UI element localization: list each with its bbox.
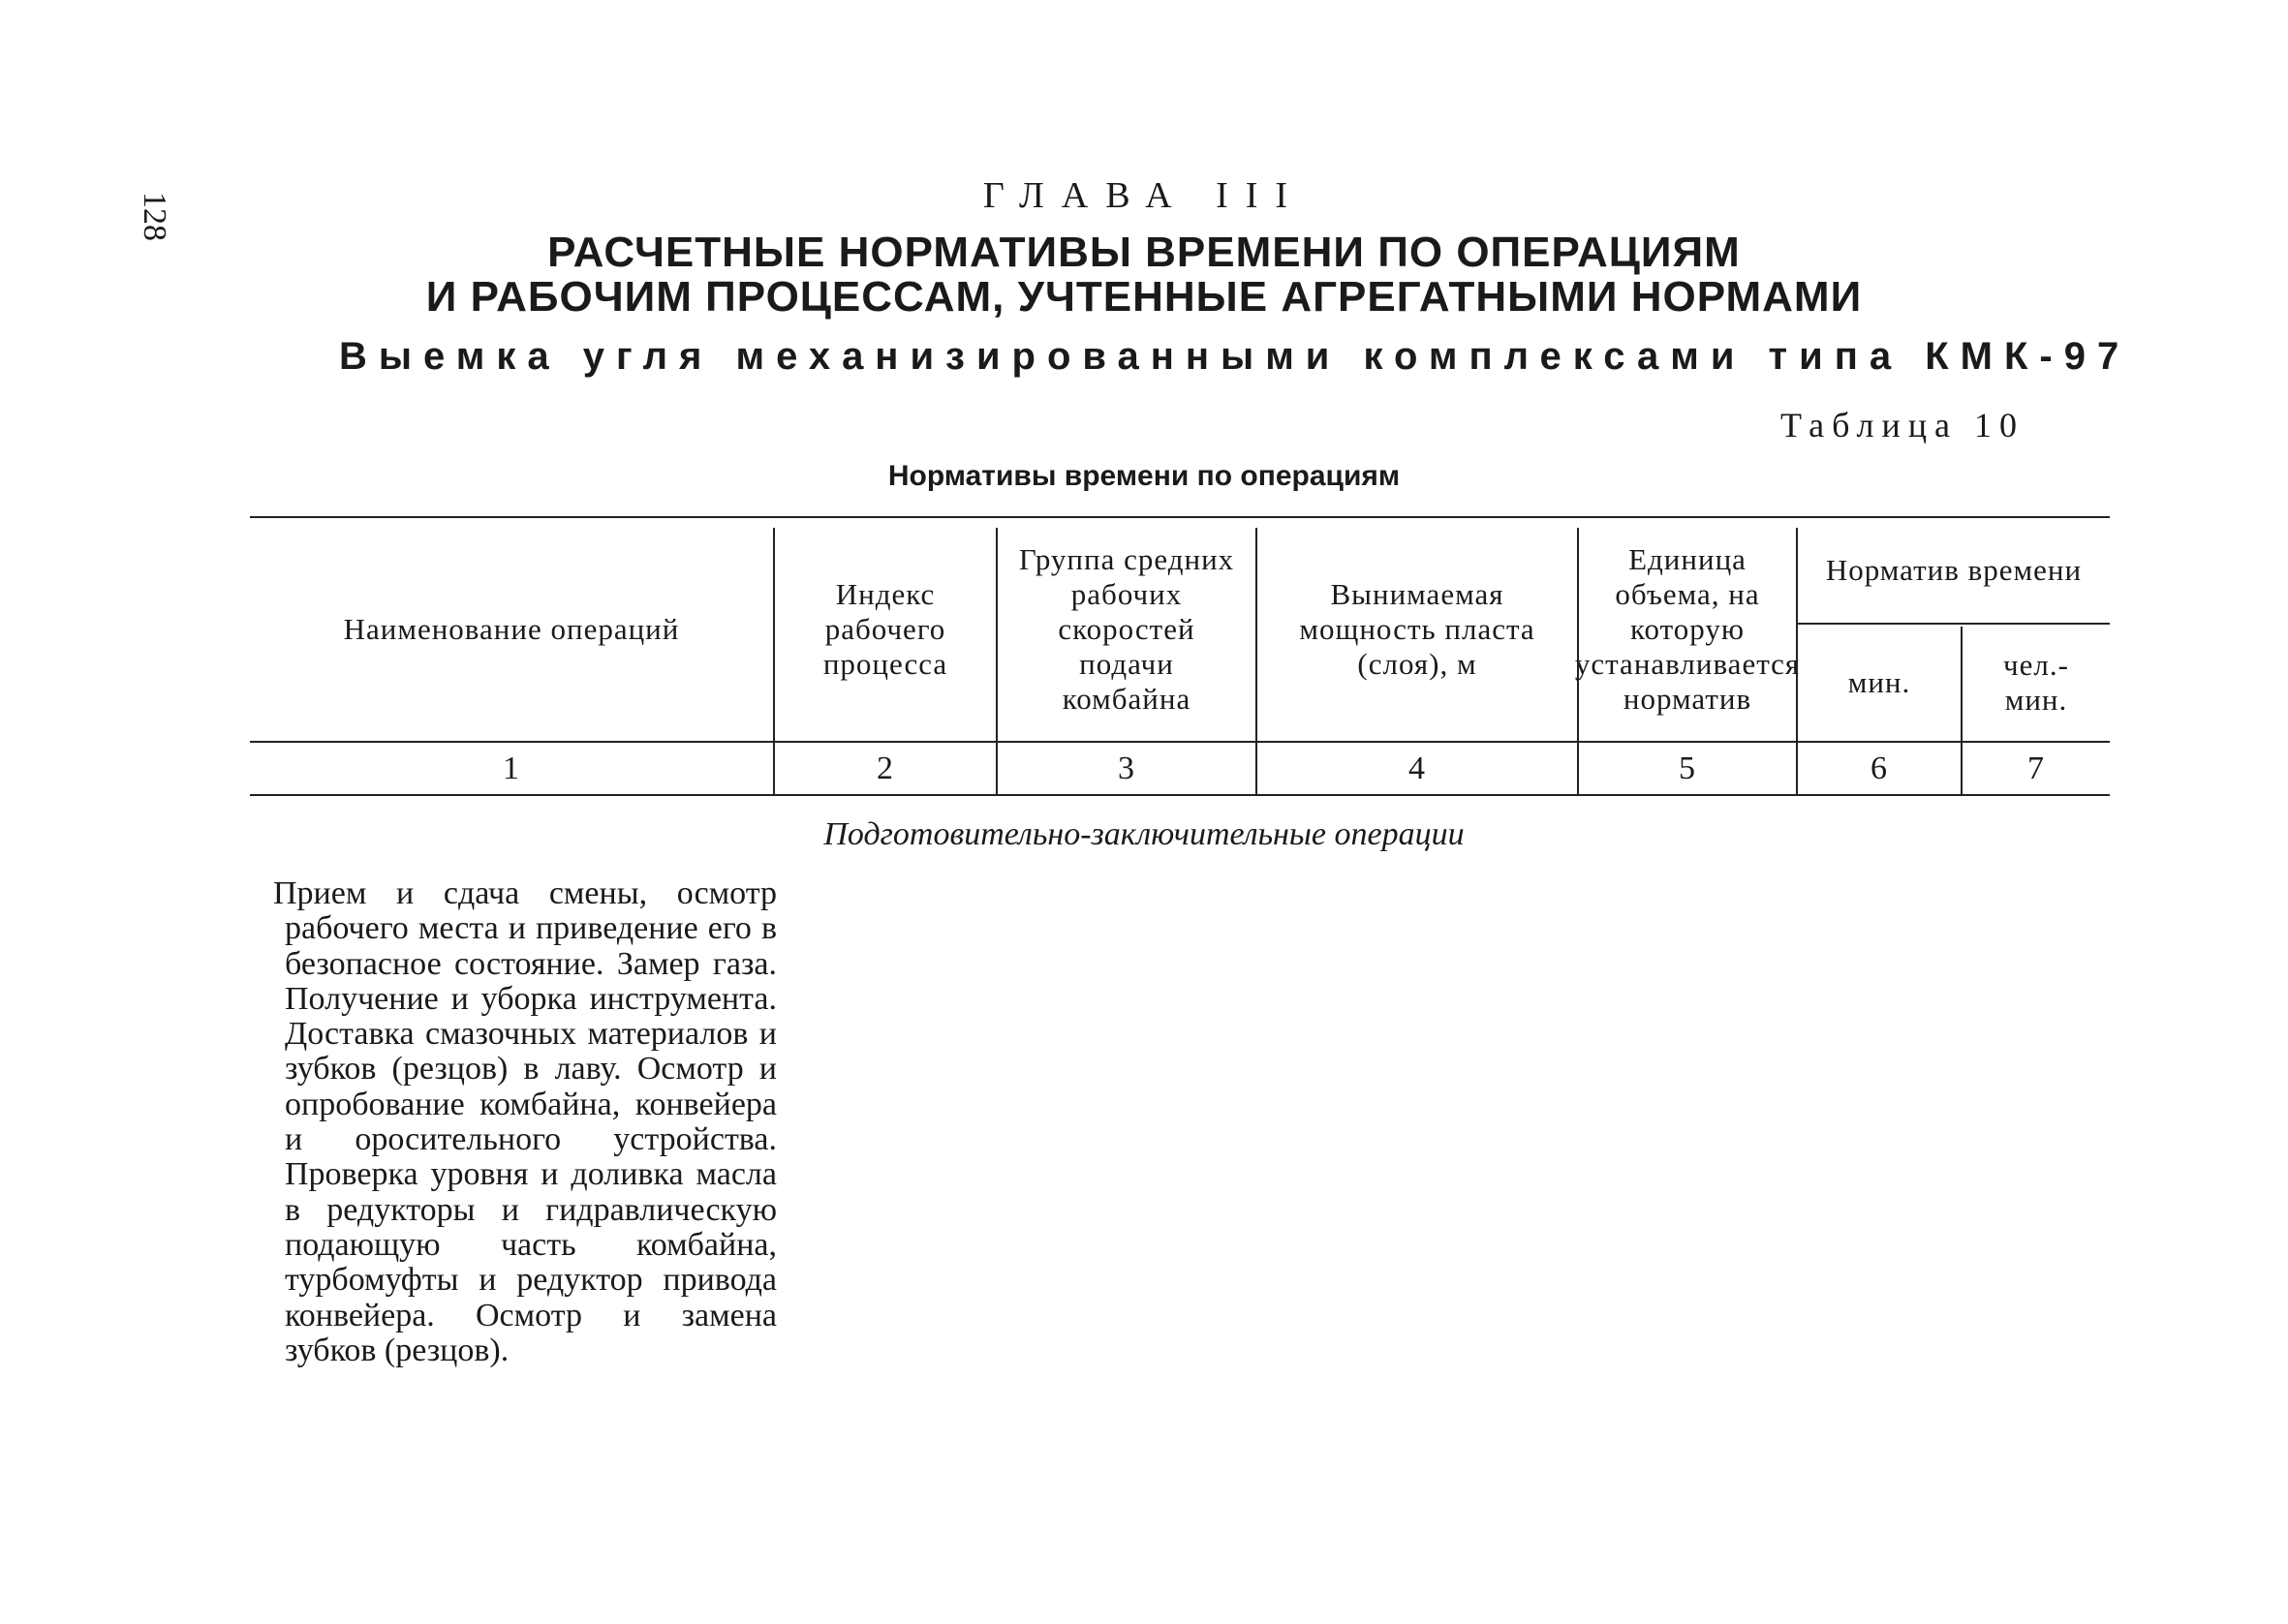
table-rule bbox=[996, 528, 998, 794]
table-number-label: Таблица 10 bbox=[1780, 406, 2025, 444]
table-rule bbox=[1796, 528, 1798, 794]
section-heading: Подготовительно-заключительные операции bbox=[823, 816, 1465, 852]
column-number: 4 bbox=[1408, 750, 1426, 786]
operation-description: Прием и сдача смены, осмотр рабочего места и приведение его в безопасное состояние. Замер газа. Получение и уборка инструмента. Доставка смазочных материалов и зубков (резцов) в лаву. Осмотр и опробование комбайна, конвейера и оросительного устройства. Проверка уровня и доливка масла в редукторы и гидравлическую подающую часть комбайна, турбомуфты и редуктор привода конвейера. Осмотр и замена зубков (резцов). bbox=[273, 875, 777, 1368]
column-number: 1 bbox=[503, 750, 520, 786]
header-minutes: мин. bbox=[1847, 665, 1911, 699]
header-man-minutes: чел.-мин. bbox=[2003, 648, 2069, 717]
chapter-heading: ГЛАВА III bbox=[982, 175, 1306, 216]
page-number: 128 bbox=[137, 192, 172, 241]
column-number: 6 bbox=[1871, 750, 1888, 786]
header-operation-name: Наименование операций bbox=[343, 612, 680, 646]
chapter-title-line-2: И РАБОЧИМ ПРОЦЕССАМ, УЧТЕННЫЕ АГРЕГАТНЫМИ НОРМАМИ bbox=[425, 273, 1863, 321]
column-number: 2 bbox=[877, 750, 894, 786]
table-caption: Нормативы времени по операциям bbox=[887, 460, 1401, 492]
column-number: 5 bbox=[1679, 750, 1696, 786]
norms-table bbox=[250, 516, 2110, 796]
column-number: 7 bbox=[2027, 750, 2045, 786]
table-rule bbox=[773, 528, 775, 794]
header-feed-speed-group: Группа средних рабочих скоростей подачи комбайна bbox=[1018, 542, 1235, 716]
chapter-title-line-1: РАСЧЕТНЫЕ НОРМАТИВЫ ВРЕМЕНИ ПО ОПЕРАЦИЯМ bbox=[547, 229, 1741, 276]
column-number: 3 bbox=[1118, 750, 1135, 786]
section-subtitle: Выемка угля механизированными комплексами типа КМК-97 bbox=[339, 335, 2131, 378]
table-rule bbox=[1961, 627, 1963, 794]
table-rule bbox=[1577, 528, 1579, 794]
header-volume-unit: Единица объема, на которую устанавливается норматив bbox=[1574, 542, 1801, 716]
table-rule bbox=[1255, 528, 1257, 794]
header-seam-thickness: Вынимаемая мощность пласта (слоя), м bbox=[1299, 577, 1535, 681]
header-time-norm-group: Норматив времени bbox=[1825, 553, 2083, 587]
table-rule bbox=[250, 741, 2110, 743]
header-process-index: Индекс рабочего процесса bbox=[822, 577, 948, 681]
table-rule bbox=[1798, 623, 2110, 625]
